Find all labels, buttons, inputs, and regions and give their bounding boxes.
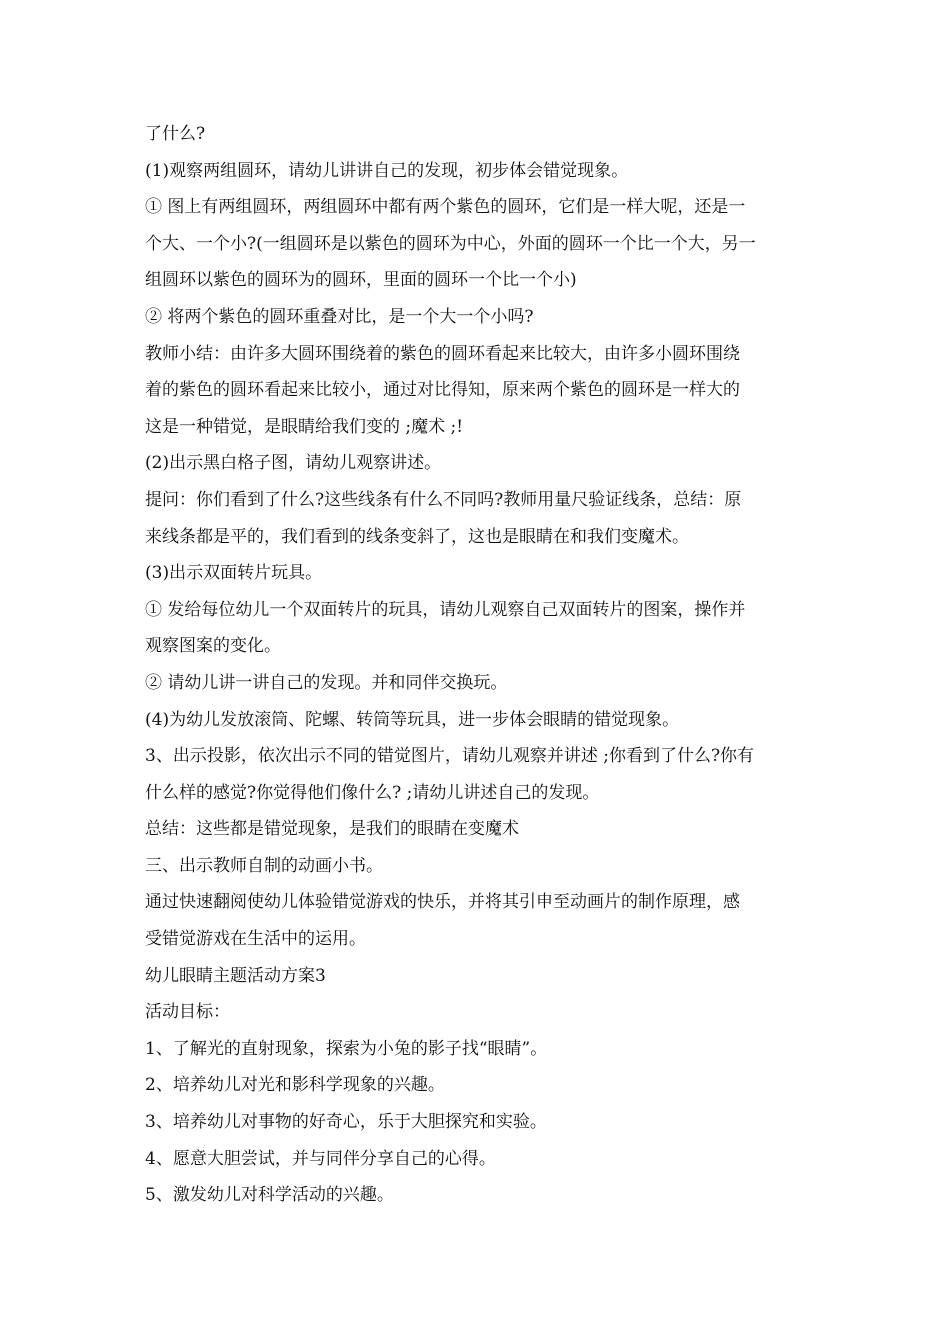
document-body — [145, 116, 809, 1214]
list-item: 5、激发幼儿对科学活动的兴趣。 — [145, 1185, 394, 1206]
text-line: 着的紫色的圆环看起来比较小，通过对比得知，原来两个紫色的圆环是一样大的 — [145, 380, 740, 401]
text-line: 这是一种错觉，是眼睛给我们变的 ;魔术 ;! — [145, 416, 464, 437]
text-line: 了什么? — [145, 124, 206, 144]
list-item: 3、培养幼儿对事物的好奇心，乐于大胆探究和实验。 — [145, 1112, 547, 1133]
text-line: 来线条都是平的，我们看到的线条变斜了，这也是眼睛在和我们变魔术。 — [145, 526, 689, 547]
text-line: 组圆环以紫色的圆环为的圆环，里面的圆环一个比一个小) — [145, 270, 577, 291]
list-item: 2、培养幼儿对光和影科学现象的兴趣。 — [145, 1075, 445, 1096]
text-line: 活动目标： — [145, 1002, 230, 1023]
text-line: 提问：你们看到了什么?这些线条有什么不同吗?教师用量尺验证线条，总结：原 — [145, 489, 742, 510]
text-line: ① 图上有两组圆环，两组圆环中都有两个紫色的圆环，它们是一样大呢，还是一 — [145, 197, 746, 218]
text-line: (4)为幼儿发放滚筒、陀螺、转筒等玩具，进一步体会眼睛的错觉现象。 — [145, 709, 680, 730]
list-item: 1、了解光的直射现象，探索为小兔的影子找“眼睛”。 — [145, 1038, 548, 1059]
text-line: 个大、一个小?(一组圆环是以紫色的圆环为中心，外面的圆环一个比一个大，另一 — [145, 233, 756, 254]
text-line: 受错觉游戏在生活中的运用。 — [145, 929, 366, 950]
text-line: 总结：这些都是错觉现象，是我们的眼睛在变魔术 — [145, 819, 519, 840]
text-line: 三、出示教师自制的动画小书。 — [145, 855, 383, 876]
text-line: (1)观察两组圆环，请幼儿讲讲自己的发现，初步体会错觉现象。 — [145, 160, 629, 181]
text-line: 什么样的感觉?你觉得他们像什么? ;请幼儿讲述自己的发现。 — [145, 782, 600, 803]
list-item: 4、愿意大胆尝试，并与同伴分享自己的心得。 — [145, 1148, 496, 1169]
text-line: ② 将两个紫色的圆环重叠对比，是一个大一个小吗? — [145, 306, 534, 327]
text-line: (2)出示黑白格子图，请幼儿观察讲述。 — [145, 453, 442, 474]
text-line: ① 发给每位幼儿一个双面转片的玩具，请幼儿观察自己双面转片的图案，操作并 — [145, 599, 746, 620]
text-line: 教师小结：由许多大圆环围绕着的紫色的圆环看起来比较大，由许多小圆环围绕 — [145, 343, 740, 364]
section-heading: 幼儿眼睛主题活动方案3 — [145, 965, 326, 986]
text-line: (3)出示双面转片玩具。 — [145, 563, 323, 584]
text-line: 通过快速翻阅使幼儿体验错觉游戏的快乐，并将其引申至动画片的制作原理，感 — [145, 892, 740, 913]
text-line: 观察图案的变化。 — [145, 636, 281, 657]
text-line: 3、出示投影，依次出示不同的错觉图片，请幼儿观察并讲述 ;你看到了什么?你有 — [145, 746, 755, 767]
text-line: ② 请幼儿讲一讲自己的发现。并和同伴交换玩。 — [145, 672, 508, 693]
